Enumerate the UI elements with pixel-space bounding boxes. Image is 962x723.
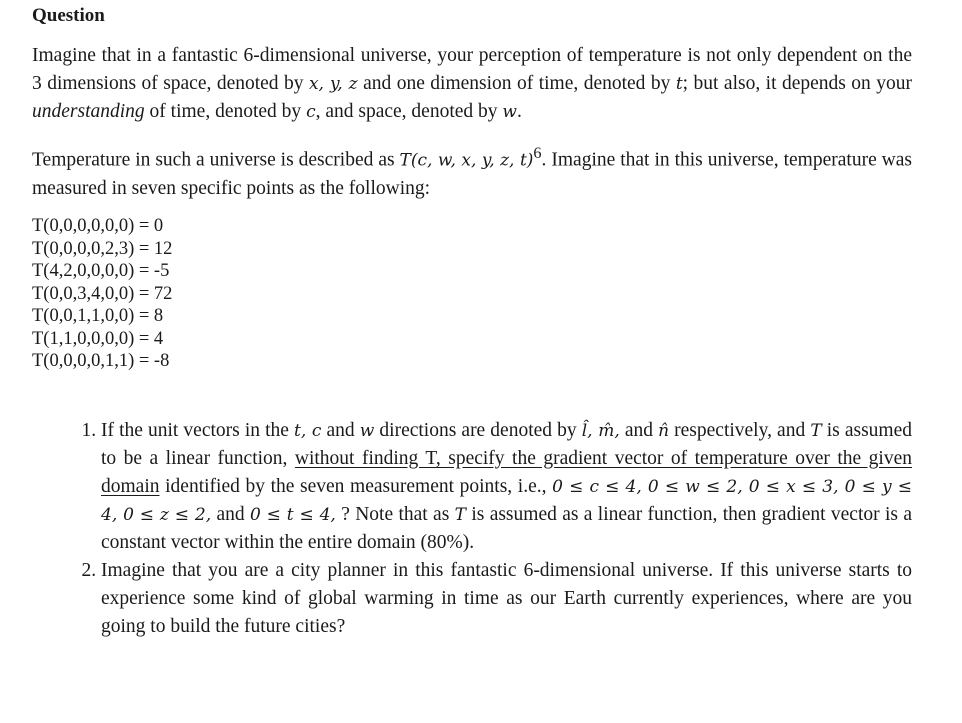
text-span: is assumed as a linear function, then gradient vector is a constant vector within the entire domain (80%). xyxy=(101,503,912,553)
measurement-item: T(0,0,1,1,0,0) = 8 xyxy=(32,306,164,326)
text-span: Temperature in such a universe is described as xyxy=(32,149,400,170)
superscript: 6 xyxy=(533,143,542,162)
text-span: directions are denoted by xyxy=(374,419,582,441)
math-time-bounds: 0 ≤ t ≤ 4, xyxy=(249,504,336,525)
text-span: . Imagine that in this universe, temperature was measured in seven specific points as the following: xyxy=(32,149,913,199)
text-span: is assumed to be a linear function, xyxy=(101,419,913,469)
emphasis-understanding: understanding xyxy=(32,101,145,122)
math-unit-vector-n: n̂ xyxy=(658,420,670,441)
question-list xyxy=(32,417,912,641)
measurement-list xyxy=(32,215,912,373)
text-span: ; but also, it depends on your xyxy=(682,72,912,94)
measurement-item: T(0,0,0,0,1,1) = -8 xyxy=(32,351,170,371)
measurement-item: T(0,0,3,4,0,0) = 72 xyxy=(32,283,173,304)
text-span: and xyxy=(211,503,250,525)
measurement-item: T(0,0,0,0,2,3) = 12 xyxy=(32,238,173,259)
math-c-var: c xyxy=(306,102,316,122)
math-w-var: w xyxy=(502,102,517,122)
math-temperature-function: T(c, w, x, y, z, t) xyxy=(399,150,534,170)
math-span: T xyxy=(810,420,822,441)
intro-paragraph xyxy=(32,42,912,127)
question-item-1 xyxy=(101,417,912,557)
measurement-item: T(1,1,0,0,0,0) = 4 xyxy=(32,328,164,349)
question-heading: Question xyxy=(32,5,105,26)
text-span: and one dimension of time, denoted by xyxy=(357,72,676,94)
text-span: , and space, denoted by xyxy=(315,101,503,122)
text-span: of time, denoted by xyxy=(144,101,307,122)
text-span: identified by the seven measurement points, i.e., xyxy=(159,475,553,497)
text-span: ? Note that as xyxy=(335,503,455,525)
math-span: t, c xyxy=(294,420,322,441)
text-span: and xyxy=(619,419,659,441)
measurement-item: T(0,0,0,0,0,0) = 0 xyxy=(32,216,164,236)
math-unit-vectors: l̂, m̂, xyxy=(581,420,620,441)
underlined-instruction: without finding T, specify the gradient vector of temperature over the given domain xyxy=(101,447,912,497)
math-span: w xyxy=(359,420,375,441)
text-span: and xyxy=(321,419,360,441)
temperature-paragraph xyxy=(32,140,912,203)
math-span: T xyxy=(454,504,466,525)
text-span: If the unit vectors in the xyxy=(101,419,295,441)
question-item-2: 2. Imagine that you are a city planner in this fantastic 6-dimensional universe. If this universe starts to experience some kind of global warming in time as our Earth currently experiences, where are you going to build the future cities? xyxy=(101,557,912,641)
measurement-item: T(4,2,0,0,0,0) = -5 xyxy=(32,261,170,281)
text-span: Imagine that in a fantastic 6-dimensional universe, your perception of temperature is not only dependent on the 3 dimensions of space, denoted by xyxy=(32,45,912,94)
text-span: . xyxy=(516,101,522,122)
text-span: respectively, and xyxy=(669,419,811,441)
math-domain-bounds: 0 ≤ c ≤ 4, 0 ≤ w ≤ 2, 0 ≤ x ≤ 3, 0 ≤ y ≤ 4, 0 ≤ z ≤ 2, xyxy=(101,476,912,525)
math-time-var: t xyxy=(675,73,683,94)
math-space-vars: x, y, z xyxy=(308,73,358,94)
